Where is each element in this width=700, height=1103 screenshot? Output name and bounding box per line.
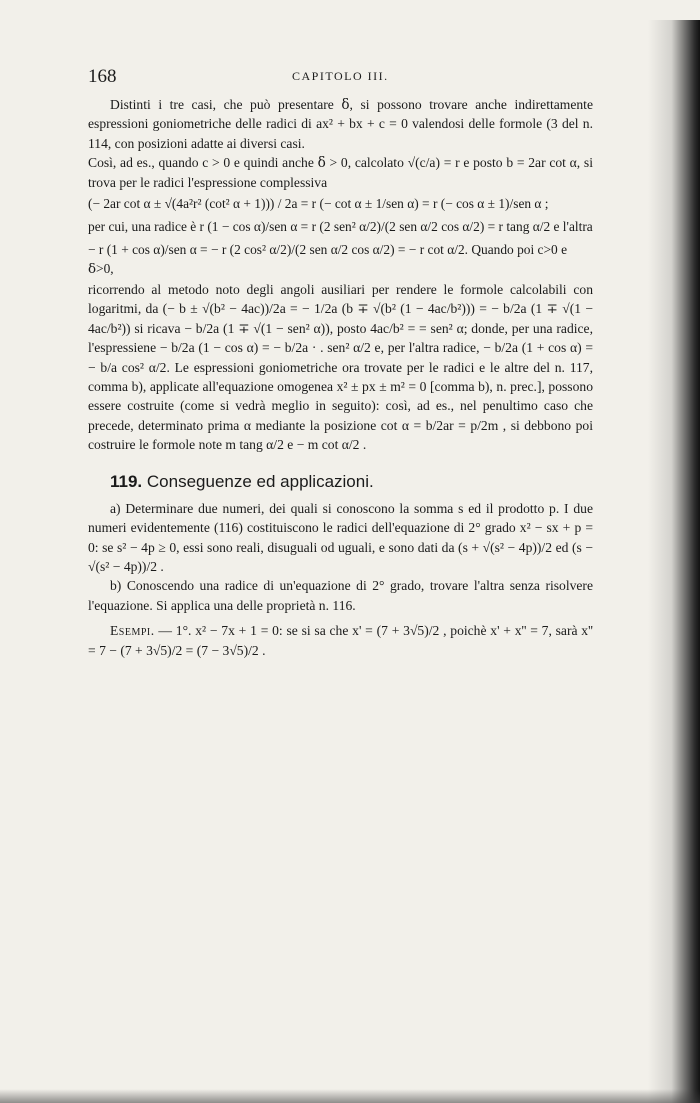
page-edge-shadow-right	[648, 20, 700, 1103]
paragraph-cases: Distinti i tre casi, che può presentare ẟ, si possono trovare anche indirettamente espressioni goniometriche delle radici di ax² + bx + c = 0 valendosi delle formole (3 del n. 114, con posizioni adatte ai diversi casi.	[88, 97, 593, 151]
page-number: 168	[88, 66, 117, 87]
formula-first-root: per cui, una radice è r (1 − cos α)/sen α = r (2 sen² α/2)/(2 sen α/2 cos α/2) = r tang α/2 e l'altra	[88, 219, 593, 235]
examples-text: — 1°. x² − 7x + 1 = 0: se si sa che x' = (7 + 3√5)/2 , poichè x' + x'' = 7, sarà x'' = 7 − (7 + 3√5)/2 = (7 − 3√5)/2 .	[88, 623, 593, 658]
item-a: a) Determinare due numeri, dei quali si conoscono la somma s ed il prodotto p. I due numeri evidentemente (116) costituiscono le radici dell'equazione di 2° grado x² − sx + p = 0: se s² − 4p ≥ 0, essi sono reali, disuguali od uguali, e sono dati da (s + √(s² − 4p))/2 ed (s − √(s² − 4p))/2 .	[88, 500, 593, 574]
section-heading	[110, 471, 593, 493]
page-body	[88, 95, 593, 660]
section-title: Conseguenze ed applicazioni.	[146, 471, 374, 491]
item-b: b) Conoscendo una radice di un'equazione di 2° grado, trovare l'altra senza risolvere l'equazione. Si applica una delle proprietà n. 116.	[88, 578, 593, 613]
examples-paragraph	[88, 621, 593, 660]
section-number: 119.	[110, 471, 143, 491]
page-header	[88, 66, 593, 90]
examples-label: Esempi.	[110, 623, 155, 639]
formula-complex-expression: (− 2ar cot α ± √(4a²r² (cot² α + 1))) / 2a = r (− cot α ± 1/sen α) = r (− cos α ± 1)/sen α ;	[88, 196, 549, 212]
paragraph-auxiliary-angles: ricorrendo al metodo noto degli angoli ausiliari per rendere le formole calcolabili con logaritmi, da (− b ± √(b² − 4ac))/2a = − 1/2a (b ∓ √(b² (1 − 4ac/b²))) = − b/2a (1 ∓ √(1 − 4ac/b²)) si ricava − b/2a (1 ∓ √(1 − sen² α)), posto 4ac/b² = = sen² α; donde, per una radice, l'espressiene − b/2a (1 − cos α) = − b/2a · . sen² α/2 e, per l'altra radice, − b/2a (1 + cos α) = − b/a cos² α/2. Le espressioni goniometriche ora trovate per le radici e le altre del n. 117, comma b), applicate all'equazione omogenea x² ± px ± m² = 0 [comma b), n. prec.], possono essere costruite (come si vedrà meglio in seguito): così, ad es., nel penultimo caso che precede, determinato prima α mediante la posizione cot α = b/2ar = p/2m , si debbono poi costruire le formole note m tang α/2 e − m cot α/2 .	[88, 282, 593, 453]
page-edge-shadow-bottom	[0, 1089, 700, 1103]
formula-second-root: − r (1 + cos α)/sen α = − r (2 cos² α/2)/(2 sen α/2 cos α/2) = − r cot α/2. Quando poi c>0 e ẟ>0,	[88, 242, 568, 277]
running-title: CAPITOLO III.	[292, 69, 389, 83]
paragraph-example-c-positive: Così, ad es., quando c > 0 e quindi anche ẟ > 0, calcolato √(c/a) = r e posto b = 2ar cot α, si trova per le radici l'espressione complessiva	[88, 155, 593, 190]
